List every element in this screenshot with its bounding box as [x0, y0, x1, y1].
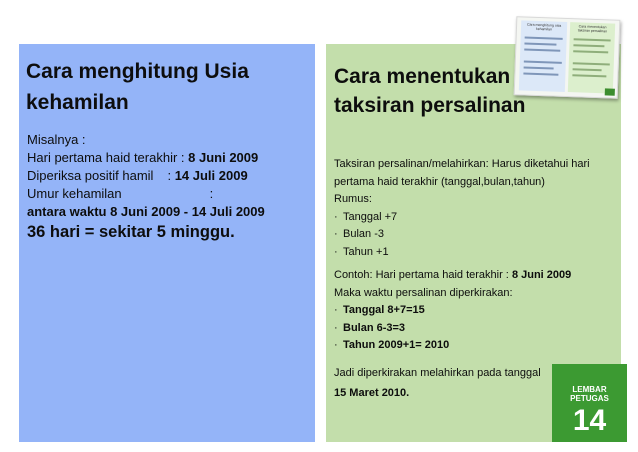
age-label: Umur kehamilan [27, 186, 122, 201]
thumbnail-left-column [519, 20, 567, 92]
positive-label: Diperiksa positif hamil [27, 168, 154, 183]
calc-intro: Maka waktu persalinan diperkirakan: [334, 286, 513, 299]
lmp-value: 8 Juni 2009 [188, 150, 259, 165]
positive-value: 14 Juli 2009 [174, 168, 248, 183]
rule-item: · Tahun +1 [334, 245, 389, 258]
calc-item: · Tahun 2009+1= 2010 [334, 339, 450, 351]
conclusion-date: 15 Maret 2010. [334, 386, 410, 399]
right-panel-title: Cara menentukan taksiran persalinan [334, 65, 526, 117]
lmp-label: Hari pertama haid terakhir : [27, 150, 185, 165]
calc-item: · Tanggal 8+7=15 [334, 304, 425, 316]
result-text: 36 hari = sekitar 5 minggu. [27, 223, 235, 241]
left-panel-body [27, 131, 312, 243]
date-range: antara waktu 8 Juni 2009 - 14 Juli 2009 [27, 204, 265, 219]
badge-label: LEMBAR PETUGAS [570, 385, 609, 403]
calc-item: · Bulan 6-3=3 [334, 321, 406, 334]
left-panel-title: Cara menghitung Usia kehamilan [26, 60, 249, 114]
intro-text: Misalnya : [27, 132, 86, 147]
rule-item: · Tanggal +7 [334, 210, 398, 223]
example-label: Contoh: Hari pertama haid terakhir : [334, 269, 509, 281]
rule-item: · Bulan -3 [334, 228, 384, 240]
rumus-label: Rumus: [334, 193, 372, 205]
left-panel [19, 44, 315, 442]
description: Taksiran persalinan/melahirkan: Harus diketahui hari pertama haid terakhir (tanggal,bulan,tahun) [334, 158, 590, 188]
lmp-row [27, 149, 312, 167]
example-row [334, 267, 616, 285]
conclusion-text: Jadi diperkirakan melahirkan pada tanggal [334, 366, 541, 379]
thumbnail-left-heading: Cara menghitung usia kehamilan [526, 22, 562, 32]
positive-colon: : [167, 168, 172, 183]
age-row [27, 185, 312, 203]
page-number: 14 [572, 404, 607, 437]
page-thumbnail [514, 16, 621, 99]
age-colon: : [209, 186, 214, 201]
positive-row [27, 167, 312, 185]
thumbnail-right-heading: Cara menentukan taksiran persalinan [577, 24, 608, 34]
example-value: 8 Juni 2009 [511, 269, 572, 281]
lembar-petugas-badge [552, 364, 627, 442]
thumbnail-badge [605, 88, 615, 95]
thumbnail-right-column [568, 22, 615, 94]
